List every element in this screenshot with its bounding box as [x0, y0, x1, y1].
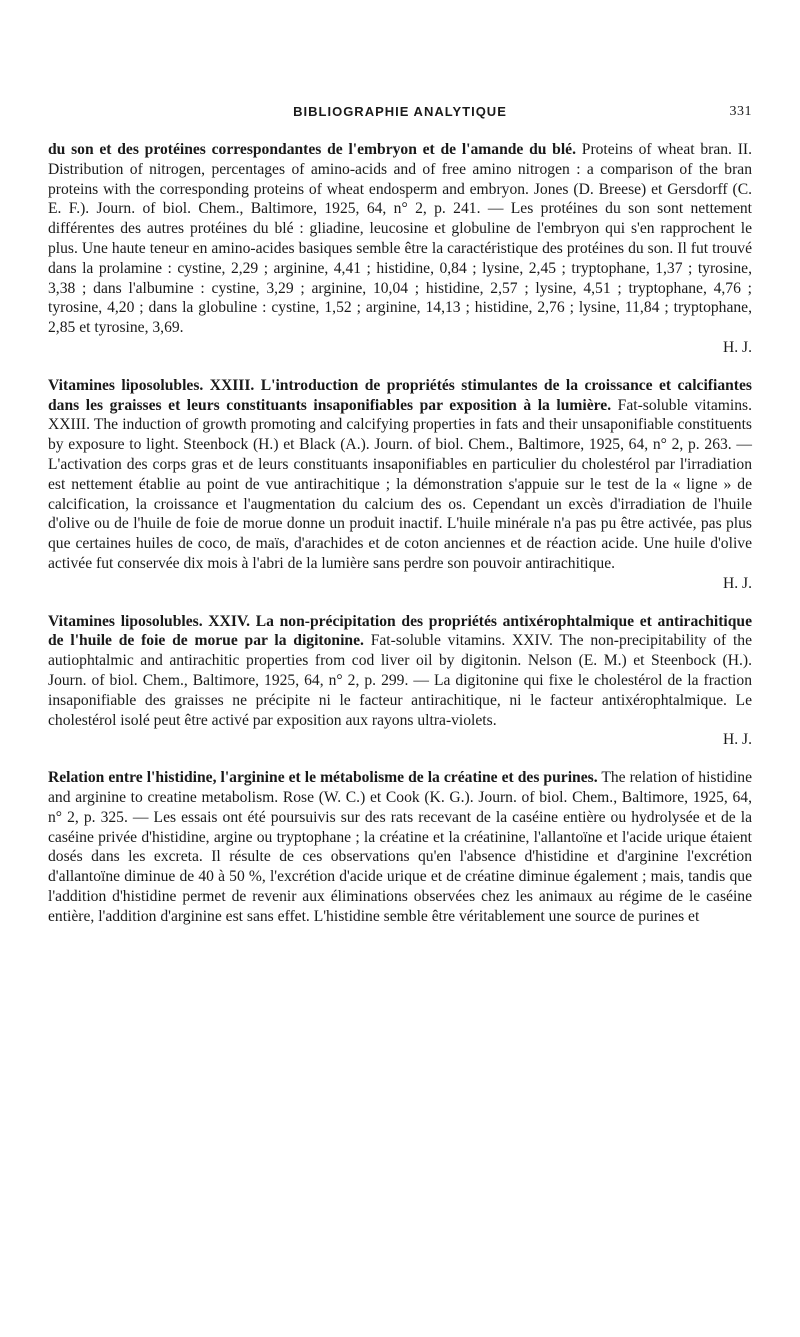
entry-title: Relation entre l'histidine, l'arginine et le métabolisme de la créatine et des purines. [48, 769, 598, 787]
entry-text: Proteins of wheat bran. II. Distribution of nitrogen, percentages of amino-acids and of free amino nitrogen : a comparison of the bran proteins with the corresponding proteins of wheat endosperm and embryon. Jones (D. Breese) et Gersdorff (C. E. F.). Journ. of biol. Chem., Baltimore, 1925, 64, n° 2, p. 241. — Les protéines du son sont nettement différentes des autres protéines du blé : gliadine, leucosine et globuline de l'embryon qui s'en rapprochent le plus. Une haute teneur en amino-acides basiques semble être la caractéristique des protéines du son. Il fut trouvé dans la prolamine : cystine, 2,29 ; arginine, 4,41 ; histidine, 0,84 ; lysine, 2,45 ; tryptophane, 1,37 ; tyrosine, 3,38 ; dans l'albumine : cystine, 3,29 ; arginine, 10,04 ; histidine, 2,57 ; lysine, 4,51 ; tryptophane, 4,76 ; tyrosine, 4,20 ; dans la globuline : cystine, 1,52 ; arginine, 14,13 ; histidine, 2,76 ; lysine, 11,84 ; tryptophane, 2,85 et tyrosine, 3,69. [48, 141, 752, 337]
entry-title: Vitamines liposolubles. XXIII. L'introduction de propriétés stimulantes de la croissance et calcifiantes dans les graisses et leurs constituants insaponifiables par exposition à la lumière. [48, 376, 752, 414]
entry-signature: H. J. [722, 731, 752, 749]
entry-text: Fat-soluble vitamins. XXIII. The induction of growth promoting and calcifying properties in fats and their unsaponifiable constituents by exposure to light. Steenbock (H.) et Black (A.). Journ. of biol. Chem., Baltimore, 1925, 64, n° 2, p. 263. — L'activation des corps gras et de leurs constituants insaponifiables en particulier du cholestérol par l'irradiation est nettement établie au point de vue antirachitique ; la démonstration s'appuie sur le test de la « ligne » de calcification, la croissance et l'augmentation du calcium des os. Cependant un excès d'irradiation de l'huile d'olive ou de l'huile de foie de morue donne un produit inactif. L'huile minérale n'a pas pu être activée, pas plus que certaines huiles de coco, de maïs, d'arachides et de coton anciennes et de réaction acide. Une huile d'olive activée fut conservée dix mois à l'abri de la lumière sans perdre son pouvoir antirachitique. [48, 396, 752, 572]
entry-signature: H. J. [722, 338, 752, 356]
entry-title: du son et des protéines correspondantes de l'embryon et de l'amande du blé. [48, 141, 577, 158]
abstract-entry [48, 612, 752, 751]
entry-title: Vitamines liposolubles. XXIV. La non-précipitation des propriétés antixérophtalmique et antirachitique de l'huile de foie de morue par la digitonine. [48, 612, 752, 650]
running-title: BIBLIOGRAPHIE ANALYTIQUE [293, 104, 507, 119]
running-header [48, 104, 752, 124]
abstracts-column [48, 140, 752, 944]
entry-text: The relation of histidine and arginine to creatine metabolism. Rose (W. C.) et Cook (K. G.). Journ. of biol. Chem., Baltimore, 1925, 64, n° 2, p. 325. — Les essais ont été poursuivis sur des rats recevant de la caséine entière ou hydrolysée et de la caséine privée d'histidine, argine ou tryptophane ; la créatine et la créatinine, l'allantoïne et l'acide urique étaient dosés dans les excreta. Il résulte de ces observations qu'en l'absence d'histidine et d'arginine l'excrétion d'allantoïne diminue de 40 à 50 %, l'excrétion d'acide urique et de créatine diminue également ; mais, tandis que l'addition d'histidine permet de revenir aux éliminations observées chez les animaux au régime de le caséine entière, l'addition d'arginine est sans effet. L'histidine semble être véritablement une source de purines et [48, 769, 752, 925]
entry-signature: H. J. [722, 574, 752, 592]
page-number: 331 [729, 104, 752, 119]
abstract-entry [48, 376, 752, 594]
abstract-entry [48, 140, 752, 358]
entry-text: Fat-soluble vitamins. XXIV. The non-precipitability of the autiophtalmic and antirachitic properties from cod liver oil by digitonin. Nelson (E. M.) et Steenbock (H.). Journ. of biol. Chem., Baltimore, 1925, 64, n° 2, p. 299. — La digitonine qui fixe le cholestérol de la fraction insaponifiable des graisses ne précipite ni le facteur antirachitique, ni le facteur antixérophtalmique. Le cholestérol isolé peut être activé par exposition aux rayons ultra-violets. [48, 632, 752, 729]
abstract-entry [48, 768, 752, 926]
